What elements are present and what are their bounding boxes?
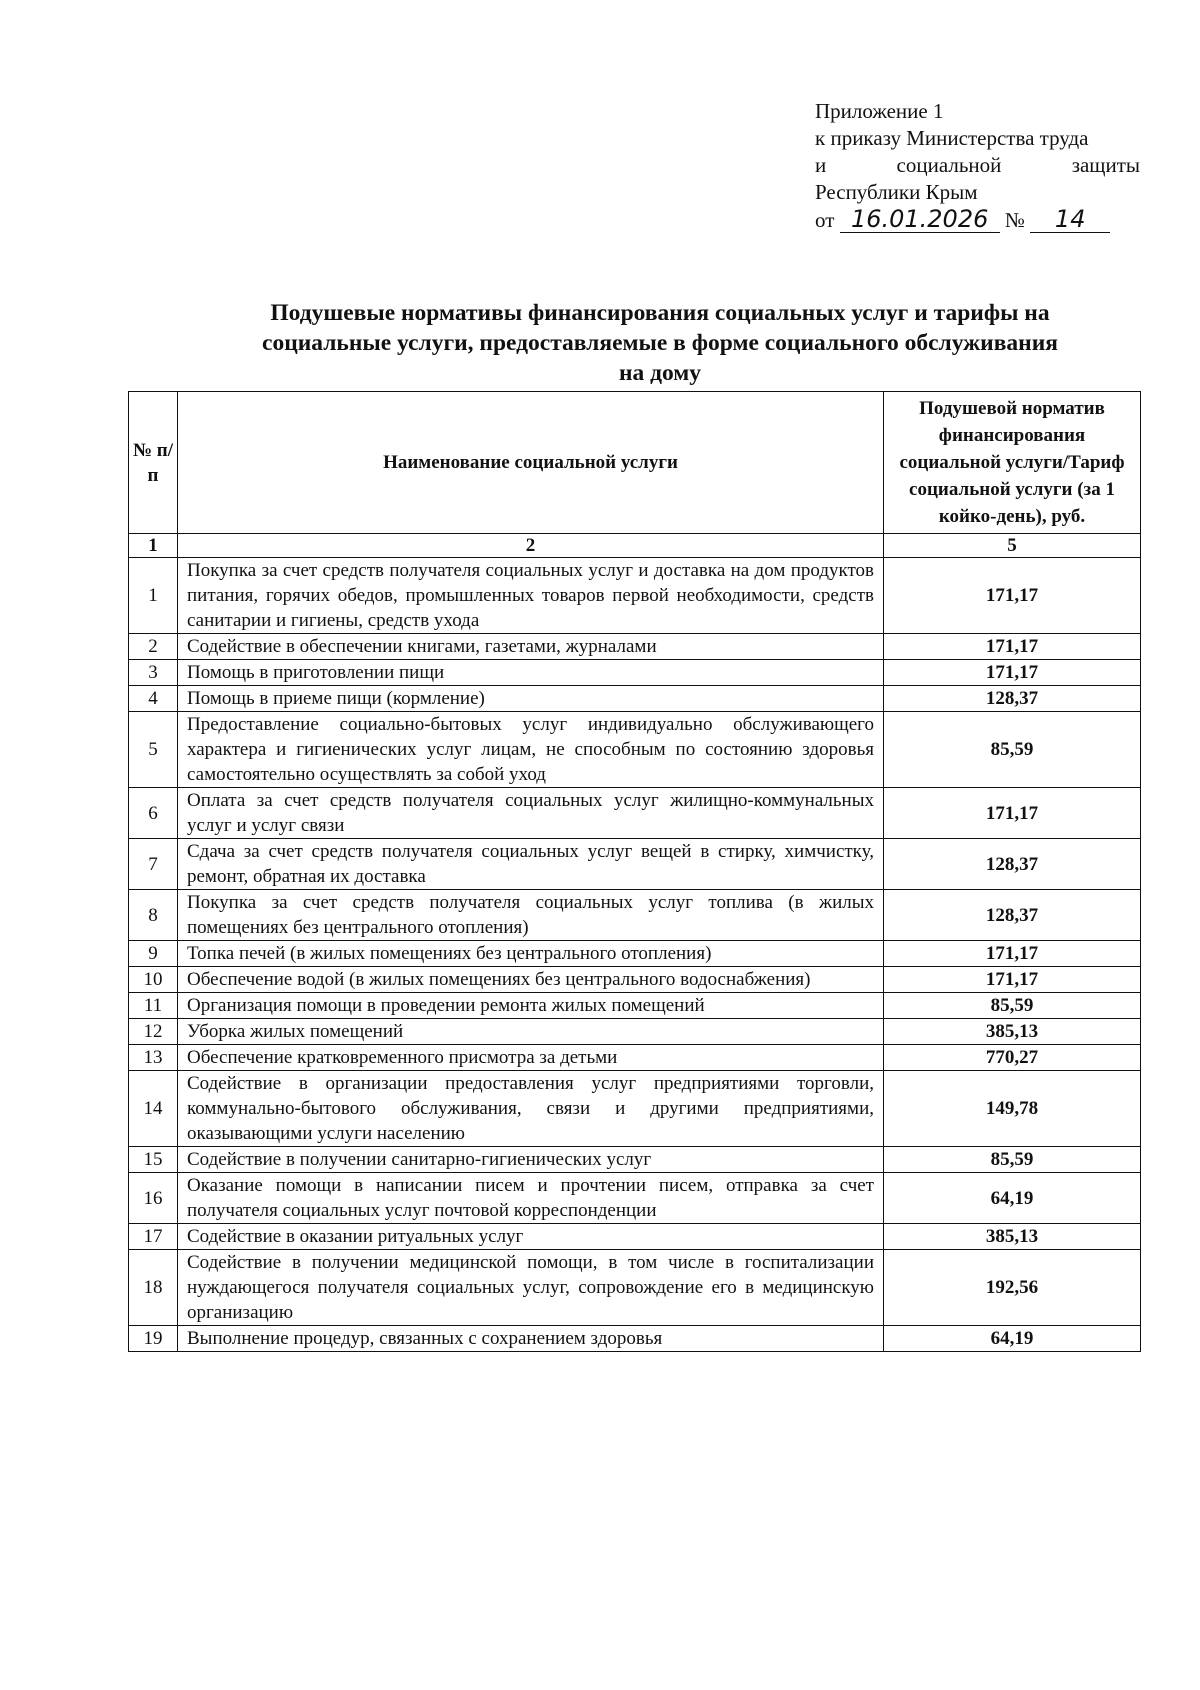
service-tariff: 85,59	[884, 993, 1141, 1019]
service-name: Оплата за счет средств получателя социальных услуг жилищно-коммунальных услуг и услуг связи	[178, 788, 884, 839]
service-name: Топка печей (в жилых помещениях без центрального отопления)	[178, 941, 884, 967]
table-row	[129, 1071, 1141, 1147]
service-tariff: 192,56	[884, 1250, 1141, 1326]
service-name: Уборка жилых помещений	[178, 1019, 884, 1045]
table-row	[129, 788, 1141, 839]
service-name: Содействие в обеспечении книгами, газетами, журналами	[178, 634, 884, 660]
appendix-line: к приказу Министерства труда	[815, 126, 1089, 150]
title-line: Подушевые нормативы финансирования социальных услуг и тарифы на	[270, 300, 1050, 326]
column-number: 2	[178, 534, 884, 558]
service-tariff: 171,17	[884, 967, 1141, 993]
service-name: Помощь в приеме пищи (кормление)	[178, 686, 884, 712]
appendix-line-spread	[815, 152, 1140, 179]
table-row	[129, 941, 1141, 967]
service-name: Обеспечение водой (в жилых помещениях без центрального водоснабжения)	[178, 967, 884, 993]
table-row	[129, 686, 1141, 712]
service-tariff: 85,59	[884, 1147, 1141, 1173]
service-tariff: 171,17	[884, 660, 1141, 686]
table-row	[129, 558, 1141, 634]
service-name: Выполнение процедур, связанных с сохранением здоровья	[178, 1326, 884, 1352]
service-tariff: 770,27	[884, 1045, 1141, 1071]
appendix-word: защиты	[1071, 153, 1140, 177]
appendix-word: социальной	[896, 153, 1002, 177]
table-row	[129, 1250, 1141, 1326]
table-row	[129, 660, 1141, 686]
service-name: Содействие в получении санитарно-гигиенических услуг	[178, 1147, 884, 1173]
header-value: Подушевой норматив финансирования социальной услуги/Тариф социальной услуги (за 1 койко-день), руб.	[884, 392, 1141, 534]
service-tariff: 171,17	[884, 634, 1141, 660]
services-table	[128, 391, 1141, 1352]
column-numbers-row	[129, 534, 1141, 558]
table-row	[129, 1326, 1141, 1352]
service-tariff: 64,19	[884, 1326, 1141, 1352]
service-name: Покупка за счет средств получателя социальных услуг и доставка на дом продуктов питания, горячих обедов, промышленных товаров первой необходимости, средств санитарии и гигиены, средств ухода	[178, 558, 884, 634]
row-number: 19	[129, 1326, 178, 1352]
service-name: Содействие в организации предоставления услуг предприятиями торговли, коммунально-бытового обслуживания, связи и другими предприятиями, оказывающими услуги населению	[178, 1071, 884, 1147]
handwritten-date: 16.01.2026	[840, 206, 1000, 233]
table-row	[129, 993, 1141, 1019]
row-number: 11	[129, 993, 178, 1019]
appendix-word: и	[815, 153, 827, 177]
service-name: Содействие в оказании ритуальных услуг	[178, 1224, 884, 1250]
table-row	[129, 712, 1141, 788]
title-line: социальные услуги, предоставляемые в форме социального обслуживания	[262, 330, 1058, 356]
header-num: № п/п	[129, 392, 178, 534]
service-tariff: 128,37	[884, 839, 1141, 890]
row-number: 6	[129, 788, 178, 839]
service-tariff: 64,19	[884, 1173, 1141, 1224]
service-name: Предоставление социально-бытовых услуг индивидуально обслуживающего характера и гигиенических услуг лицам, не способным по состоянию здоровья самостоятельно осуществлять за собой уход	[178, 712, 884, 788]
row-number: 5	[129, 712, 178, 788]
row-number: 13	[129, 1045, 178, 1071]
row-number: 15	[129, 1147, 178, 1173]
table-row	[129, 634, 1141, 660]
table-row	[129, 890, 1141, 941]
table-row	[129, 1173, 1141, 1224]
row-number: 3	[129, 660, 178, 686]
service-tariff: 128,37	[884, 890, 1141, 941]
table-row	[129, 1019, 1141, 1045]
table-header-row	[129, 392, 1141, 534]
row-number: 16	[129, 1173, 178, 1224]
row-number: 10	[129, 967, 178, 993]
row-number: 8	[129, 890, 178, 941]
table-row	[129, 967, 1141, 993]
order-date-line	[815, 206, 1140, 234]
row-number: 1	[129, 558, 178, 634]
row-number: 12	[129, 1019, 178, 1045]
document-title	[170, 298, 1150, 388]
table-row	[129, 839, 1141, 890]
service-name: Сдача за счет средств получателя социальных услуг вещей в стирку, химчистку, ремонт, обратная их доставка	[178, 839, 884, 890]
handwritten-number: 14	[1030, 206, 1110, 233]
appendix-line: Приложение 1	[815, 99, 944, 123]
service-name: Покупка за счет средств получателя социальных услуг топлива (в жилых помещениях без центрального отопления)	[178, 890, 884, 941]
table-row	[129, 1224, 1141, 1250]
service-name: Обеспечение кратковременного присмотра за детьми	[178, 1045, 884, 1071]
service-name: Организация помощи в проведении ремонта жилых помещений	[178, 993, 884, 1019]
row-number: 9	[129, 941, 178, 967]
service-tariff: 149,78	[884, 1071, 1141, 1147]
service-tariff: 128,37	[884, 686, 1141, 712]
service-tariff: 171,17	[884, 558, 1141, 634]
row-number: 17	[129, 1224, 178, 1250]
service-tariff: 171,17	[884, 941, 1141, 967]
service-tariff: 85,59	[884, 712, 1141, 788]
date-prefix: от	[815, 208, 835, 232]
row-number: 18	[129, 1250, 178, 1326]
row-number: 2	[129, 634, 178, 660]
table-row	[129, 1147, 1141, 1173]
header-name: Наименование социальной услуги	[178, 392, 884, 534]
row-number: 7	[129, 839, 178, 890]
service-tariff: 171,17	[884, 788, 1141, 839]
title-line: на дому	[618, 360, 702, 386]
service-tariff: 385,13	[884, 1224, 1141, 1250]
service-name: Оказание помощи в написании писем и прочтении писем, отправка за счет получателя социальных услуг почтовой корреспонденции	[178, 1173, 884, 1224]
row-number: 14	[129, 1071, 178, 1147]
service-name: Содействие в получении медицинской помощи, в том числе в госпитализации нуждающегося получателя социальных услуг, сопровождение его в медицинскую организацию	[178, 1250, 884, 1326]
row-number: 4	[129, 686, 178, 712]
service-tariff: 385,13	[884, 1019, 1141, 1045]
column-number: 5	[884, 534, 1141, 558]
number-prefix: №	[1004, 208, 1025, 232]
column-number: 1	[129, 534, 178, 558]
table-row	[129, 1045, 1141, 1071]
appendix-header	[815, 98, 1140, 234]
appendix-line: Республики Крым	[815, 180, 978, 204]
service-name: Помощь в приготовлении пищи	[178, 660, 884, 686]
